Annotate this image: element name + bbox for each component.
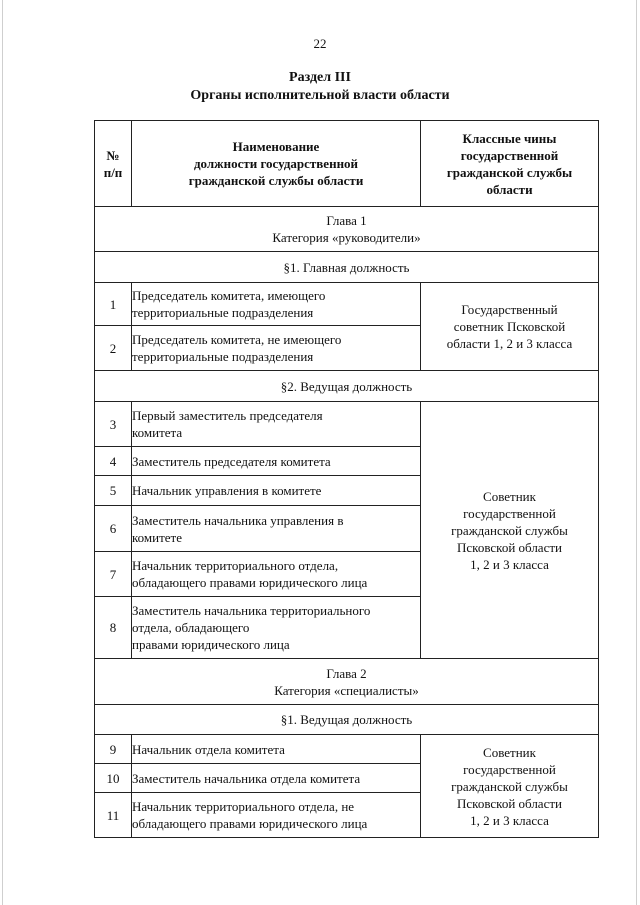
class-rank-line: 1, 2 и 3 класса — [470, 812, 549, 828]
class-rank-line: Советник — [483, 488, 536, 504]
position-name-line: правами юридического лица — [132, 637, 290, 652]
row-number: 3 — [95, 402, 132, 447]
paragraph-row — [95, 705, 599, 735]
row-number: 1 — [95, 283, 132, 326]
position-name-line: Первый заместитель председателя — [132, 408, 323, 423]
scan-edge-left — [2, 0, 3, 905]
position-name — [132, 402, 421, 447]
chapter-category: Категория «специалисты» — [274, 682, 419, 698]
header-class-rank — [421, 121, 599, 207]
paragraph-row — [95, 252, 599, 283]
position-name — [132, 476, 421, 506]
class-rank-line: гражданской службы — [451, 778, 568, 794]
position-name — [132, 552, 421, 597]
class-rank-line: Советник — [483, 744, 536, 760]
header-position-name — [132, 121, 421, 207]
chapter-2-cell — [95, 659, 599, 705]
position-name-line: Председатель комитета, имеющего — [132, 288, 326, 303]
class-rank-line: государственной — [463, 505, 556, 521]
table-row — [95, 402, 599, 447]
header-rank-line: Классные чины — [462, 130, 557, 146]
row-number: 4 — [95, 447, 132, 476]
header-number-line: п/п — [103, 164, 123, 180]
position-name — [132, 326, 421, 371]
position-name-line: Начальник территориального отдела, — [132, 558, 339, 573]
chapter-row — [95, 207, 599, 252]
positions-table — [94, 120, 599, 838]
chapter-category: Категория «руководители» — [272, 230, 421, 245]
paragraph-title: §1. Главная должность — [95, 252, 599, 283]
position-name-line: Заместитель начальника территориального — [132, 603, 371, 618]
position-name-line: Заместитель начальника управления в — [132, 512, 344, 528]
class-rank-line: 1, 2 и 3 класса — [470, 556, 549, 572]
position-name-line: Начальник отдела комитета — [132, 741, 285, 757]
header-position-line: гражданской службы области — [188, 173, 364, 188]
header-position-line: должности государственной — [193, 156, 359, 171]
position-name-line: Председатель комитета, не имеющего — [132, 332, 342, 347]
row-number: 7 — [95, 552, 132, 597]
class-rank-line: Псковской области — [457, 539, 562, 555]
class-rank-cell — [421, 402, 599, 659]
position-name-line: Начальник территориального отдела, не — [132, 799, 355, 814]
paragraph-row — [95, 371, 599, 402]
position-name — [132, 283, 421, 326]
row-number: 8 — [95, 597, 132, 659]
row-number: 6 — [95, 506, 132, 552]
class-rank-cell — [421, 283, 599, 371]
chapter-title: Глава 2 — [326, 665, 367, 681]
position-name — [132, 735, 421, 764]
class-rank-line: государственной — [463, 761, 556, 777]
row-number: 5 — [95, 476, 132, 506]
chapter-1-cell — [95, 207, 599, 252]
chapter-row — [95, 659, 599, 705]
position-name-line: территориальные подразделения — [132, 305, 314, 320]
row-number: 10 — [95, 764, 132, 793]
position-name-line: комитета — [132, 425, 183, 440]
position-name — [132, 597, 421, 659]
position-name-line: Начальник управления в комитете — [132, 483, 322, 498]
position-name-line: обладающего правами юридического лица — [132, 816, 368, 831]
page-number: 22 — [313, 36, 327, 51]
section-subtitle: Органы исполнительной власти области — [190, 88, 450, 103]
position-name-line: Заместитель начальника отдела комитета — [132, 770, 361, 786]
position-name — [132, 793, 421, 838]
row-number: 9 — [95, 735, 132, 764]
row-number: 11 — [95, 793, 132, 838]
table-row — [95, 735, 599, 764]
class-rank-line: Государственный — [461, 302, 558, 317]
scan-edge-right — [636, 0, 637, 905]
header-number — [95, 121, 132, 207]
section-title: Раздел III — [289, 70, 351, 85]
position-name-line: комитете — [132, 529, 182, 545]
position-name-line: территориальные подразделения — [132, 349, 314, 364]
position-name-line: отдела, обладающего — [132, 620, 250, 635]
chapter-title: Глава 1 — [326, 213, 367, 228]
header-position-line: Наименование — [232, 139, 320, 154]
position-name-line: Заместитель председателя комитета — [132, 453, 331, 469]
header-rank-line: государственной — [460, 147, 559, 163]
header-rank-line: области — [486, 181, 533, 197]
row-number: 2 — [95, 326, 132, 371]
class-rank-line: гражданской службы — [451, 522, 568, 538]
position-name — [132, 447, 421, 476]
table-row — [95, 283, 599, 326]
table-header-row — [95, 121, 599, 207]
class-rank-line: советник Псковской — [453, 319, 566, 334]
position-name — [132, 764, 421, 793]
paragraph-title: §1. Ведущая должность — [95, 705, 599, 735]
class-rank-line: Псковской области — [457, 795, 562, 811]
header-rank-line: гражданской службы — [446, 164, 573, 180]
header-number-line: № — [106, 147, 120, 163]
class-rank-cell — [421, 735, 599, 838]
position-name-line: обладающего правами юридического лица — [132, 575, 368, 590]
paragraph-title: §2. Ведущая должность — [95, 371, 599, 402]
position-name — [132, 506, 421, 552]
class-rank-line: области 1, 2 и 3 класса — [446, 336, 573, 351]
